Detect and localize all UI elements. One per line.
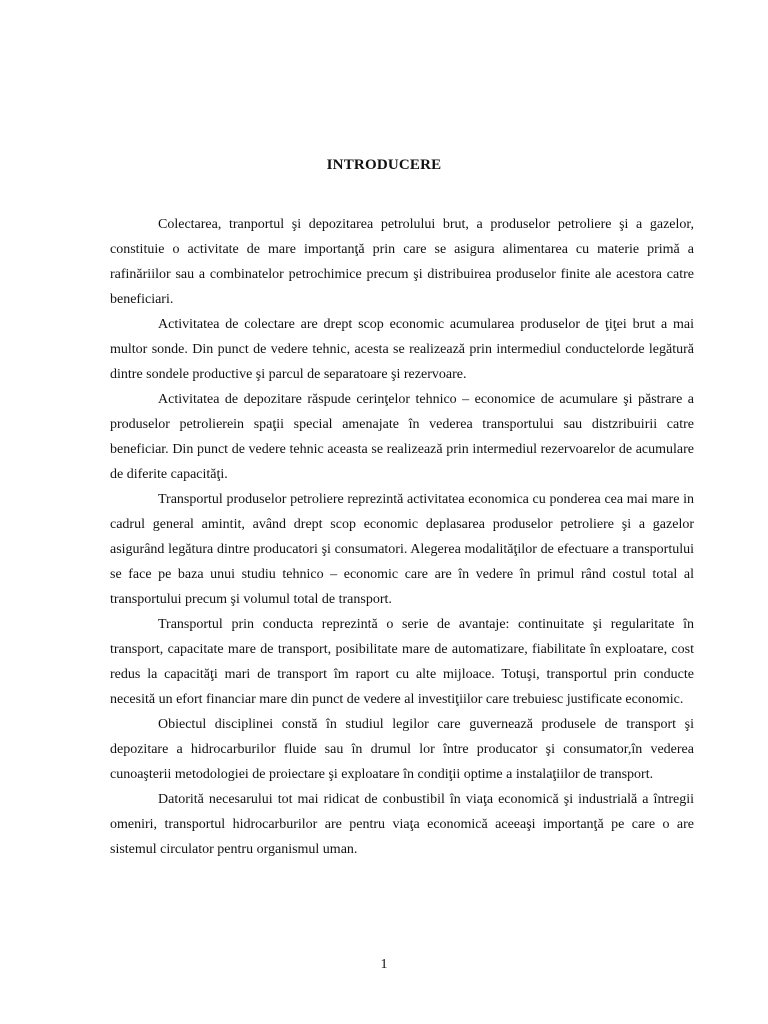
paragraph-transportul-conducta: Transportul prin conducta reprezintă o serie de avantaje: continuitate şi regularitate în transport, capacitate mare de transport, posibilitate mare de automatizare, fiabilitate în exploatare, cost redus la capacităţi mari de transport îm raport cu alte mijloace. Totuşi, transportul prin conducte necesită un efort financiar mare din punct de vedere al investiţiilor care trebuiesc justificate economic.: [110, 617, 694, 707]
paragraph-activitatea-depozitare: Activitatea de depozitare răspude cerinţelor tehnico – economice de acumulare şi păstrare a produselor petrolierein spaţii special amenajate în vederea transportului sau distzribuirii catre beneficiar. Din punct de vedere tehnic aceasta se realizează prin intermediul rezervoarelor de acumulare de diferite capacităţi.: [110, 392, 694, 482]
paragraph-activitatea-colectare: Activitatea de colectare are drept scop economic acumularea produselor de ţiţei brut a mai multor sonde. Din punct de vedere tehnic, acesta se realizează prin intermediul conductelorde legătură dintre sondele productive şi parcul de separatoare şi rezervoare.: [110, 317, 694, 382]
paragraph-transportul-produselor: Transportul produselor petroliere reprezintă activitatea economica cu ponderea cea mai mare in cadrul general amintit, având drept scop economic deplasarea produselor petroliere şi a gazelor asigurând legătura dintre producatori şi consumatori. Alegerea modalităţilor de efectuare a transportului se face pe baza unui studiu tehnico – economic care are în vedere în primul rând costul total al transportului precum şi volumul total de transport.: [110, 492, 694, 607]
document-body: [110, 212, 694, 862]
paragraph-datorita-necesarului: Datorită necesarului tot mai ridicat de conbustibil în viaţa economică şi industrială a întregii omeniri, transportul hidrocarburilor are pentru viaţa economică aceeaşi importanţă pe care o are sistemul circulator pentru organismul uman.: [110, 792, 694, 857]
paragraph-obiectul-disciplinei: Obiectul disciplinei constă în studiul legilor care guvernează produsele de transport şi depozitare a hidrocarburilor fluide sau în drumul lor între producator şi consumator,în vederea cunoaşterii metodologiei de proiectare şi exploatare în condiţii optime a instalaţiilor de transport.: [110, 717, 694, 782]
paragraph-colectarea: Colectarea, tranportul şi depozitarea petrolului brut, a produselor petroliere şi a gazelor, constituie o activitate de mare importanţă prin care se asigura alimentarea cu materie primă a rafinăriilor sau a combinatelor petrochimice precum şi distribuirea produselor finite ale acestora catre beneficiari.: [110, 217, 694, 307]
page-title: INTRODUCERE: [326, 157, 442, 173]
page-number: 1: [380, 957, 388, 972]
